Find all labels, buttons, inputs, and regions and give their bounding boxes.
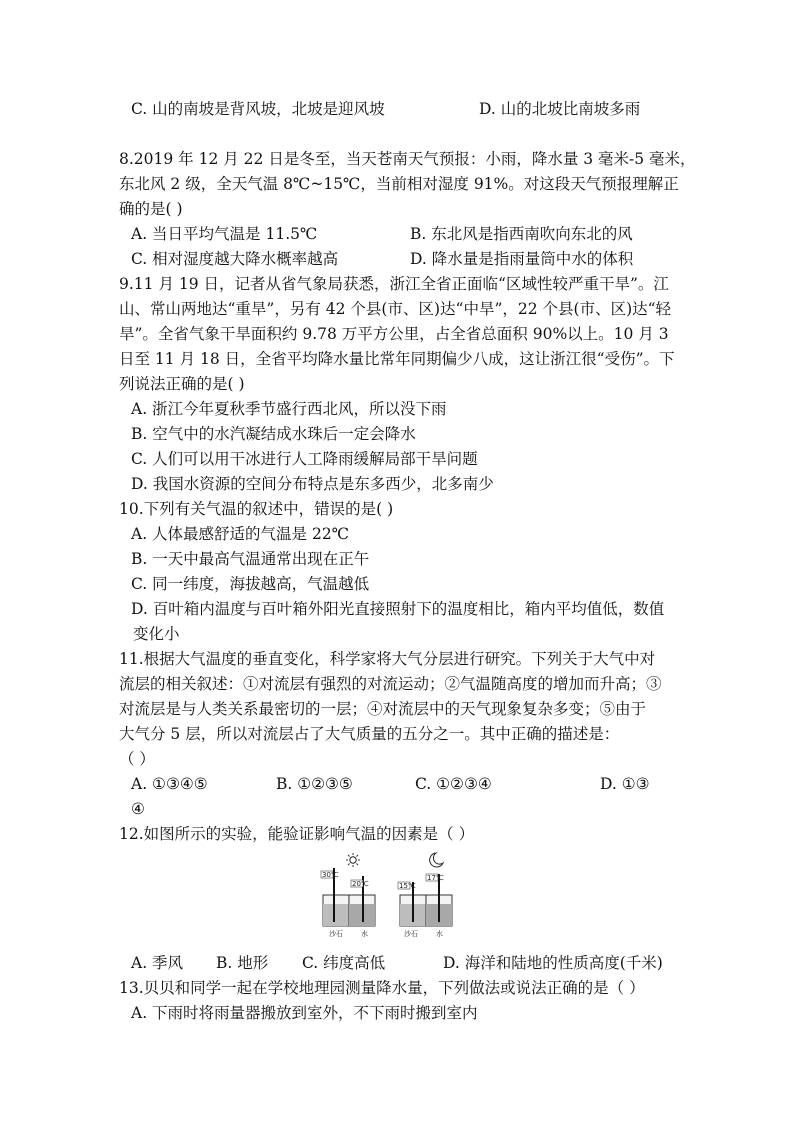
q11-option-d-cont: ④ xyxy=(131,800,145,818)
q9-option-a: A. 浙江今年夏秋季节盛行西北风，所以没下雨 xyxy=(131,400,447,418)
q12-experiment-figure xyxy=(318,852,478,942)
sand-fill-day xyxy=(323,904,349,926)
q9-stem-line-4: 日至 11 月 18 日，全省平均降水量比常年同期偏少八成，这让浙江很“受伤”。下 xyxy=(119,350,675,368)
q12-option-a: A. 季风 xyxy=(131,954,184,972)
q11-stem-line-3: 对流层是与人类关系最密切的一层；④对流层中的天气现象复杂多变；⑤由于 xyxy=(119,700,647,718)
label-sand-day: 沙石 xyxy=(329,930,343,938)
q7-option-d: D. 山的北坡比南坡多雨 xyxy=(479,100,641,118)
q12-option-c: C. 纬度高低 xyxy=(302,954,386,972)
q13-option-a: A. 下雨时将雨量器搬放到室外，不下雨时搬到室内 xyxy=(131,1004,478,1022)
q12-option-b: B. 地形 xyxy=(216,954,269,972)
therm-reading-1: 30℃ xyxy=(322,871,339,879)
experiment-diagram xyxy=(318,852,478,942)
sun-icon xyxy=(346,853,360,867)
q11-stem-line-1: 11.根据大气温度的垂直变化，科学家将大气分层进行研究。下列关于大气中对 xyxy=(119,650,656,668)
q13-stem: 13.贝贝和同学一起在学校地理园测量降水量，下列做法或说法正确的是（ ） xyxy=(119,979,645,997)
q8-option-c: C. 相对湿度越大降水概率越高 xyxy=(131,250,339,268)
q10-option-d-cont: 变化小 xyxy=(133,625,180,643)
q10-option-c: C. 同一纬度，海拔越高，气温越低 xyxy=(131,575,370,593)
q9-stem-line-5: 列说法正确的是( ) xyxy=(119,375,245,393)
q12-option-d: D. 海洋和陆地的性质高度(千米) xyxy=(443,954,663,972)
q8-stem-line-1: 8.2019 年 12 月 22 日是冬至，当天苍南天气预报：小雨，降水量 3 毫米-5 毫米， xyxy=(119,150,696,168)
q10-option-a: A. 人体最感舒适的气温是 22℃ xyxy=(131,525,350,543)
q9-stem-line-1: 9.11 月 19 日，记者从省气象局获悉，浙江全省正面临“区域性较严重干旱”。江 xyxy=(119,275,669,293)
q10-option-d: D. 百叶箱内温度与百叶箱外阳光直接照射下的温度相比，箱内平均值低，数值 xyxy=(131,600,665,618)
therm-reading-4: 17℃ xyxy=(427,874,444,882)
label-water-night: 水 xyxy=(436,930,443,938)
q8-option-d: D. 降水量是指雨量筒中水的体积 xyxy=(410,250,634,268)
q8-option-b: B. 东北风是指西南吹向东北的风 xyxy=(410,225,633,243)
q11-option-a: A. ①③④⑤ xyxy=(131,775,208,793)
q10-stem: 10.下列有关气温的叙述中，错误的是( ) xyxy=(119,500,394,518)
q11-option-b: B. ①②③⑤ xyxy=(276,775,353,793)
q7-option-c: C. 山的南坡是背风坡，北坡是迎风坡 xyxy=(131,100,385,118)
q12-stem: 12.如图所示的实验，能验证影响气温的因素是（ ） xyxy=(119,825,475,843)
q9-option-b: B. 空气中的水汽凝结成水珠后一定会降水 xyxy=(131,425,416,443)
therm-reading-2: 20℃ xyxy=(352,880,369,888)
q8-option-a: A. 当日平均气温是 11.5℃ xyxy=(131,225,318,243)
q10-option-b: B. 一天中最高气温通常出现在正午 xyxy=(131,550,370,568)
therm-reading-3: 15℃ xyxy=(399,882,416,890)
q9-stem-line-2: 山、常山两地达“重旱”，另有 42 个县(市、区)达“中旱”，22 个县(市、区)达“轻 xyxy=(119,300,672,318)
label-water-day: 水 xyxy=(361,930,368,938)
q9-option-d: D. 我国水资源的空间分布特点是东多西少，北多南少 xyxy=(131,475,494,493)
q11-option-d: D. ①③ xyxy=(600,775,650,793)
q11-option-c: C. ①②③④ xyxy=(415,775,492,793)
label-sand-night: 沙石 xyxy=(404,930,418,938)
q8-stem-line-3: 确的是( ) xyxy=(119,200,183,218)
q9-option-c: C. 人们可以用干冰进行人工降雨缓解局部干旱问题 xyxy=(131,450,478,468)
q11-stem-line-2: 流层的相关叙述：①对流层有强烈的对流运动；②气温随高度的增加而升高；③ xyxy=(119,675,662,693)
moon-icon xyxy=(430,853,443,867)
q9-stem-line-3: 旱”。全省气象干旱面积约 9.78 万平方公里，占全省总面积 90%以上。10 月 3 xyxy=(119,325,669,343)
q11-stem-line-4: 大气分 5 层，所以对流层占了大气质量的五分之一。其中正确的描述是： xyxy=(119,725,620,743)
q8-stem-line-2: 东北风 2 级，全天气温 8℃~15℃，当前相对湿度 91%。对这段天气预报理解正 xyxy=(119,175,679,193)
q11-stem-line-5: （ ） xyxy=(119,750,155,768)
